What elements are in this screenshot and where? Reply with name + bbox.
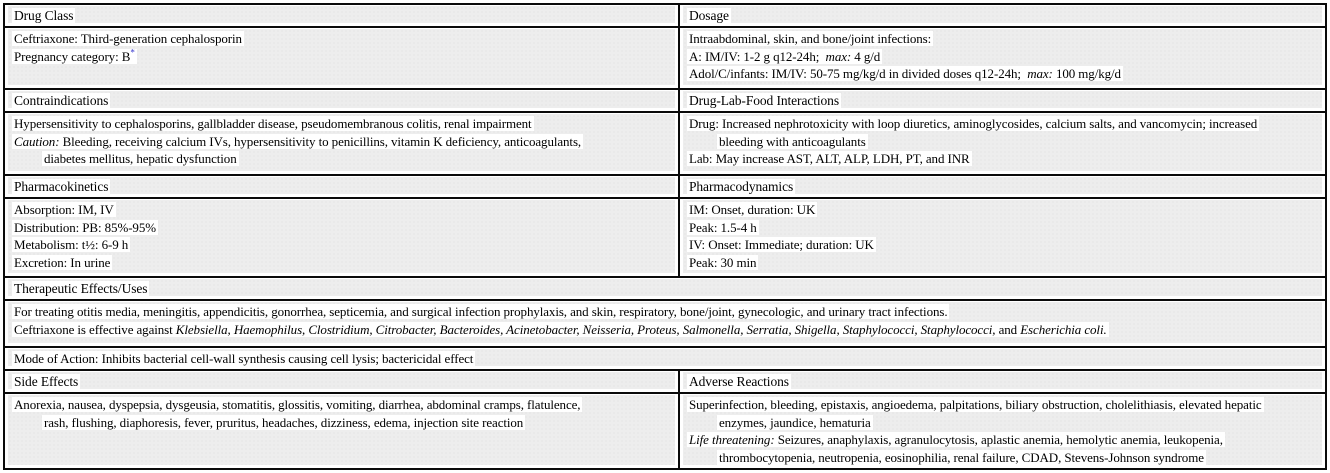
text-line: Absorption: IM, IV (14, 202, 114, 217)
contraindications-content-cell (5, 113, 680, 174)
pharmacodynamics-header-cell (680, 176, 1325, 197)
dosage-content-cell (680, 28, 1325, 88)
text-line: A: IM/IV: 1-2 g q12-24h; max: 4 g/d (689, 48, 881, 64)
contraindications-header-label: Contraindications (14, 93, 109, 108)
side-effects-header-cell (5, 371, 680, 392)
header-row-therapeutic-effects (5, 276, 1325, 299)
content-row-contraindications-interactions (5, 111, 1325, 174)
interactions-header-label: Drug-Lab-Food Interactions (689, 93, 839, 108)
drug-class-header-cell (5, 5, 680, 26)
dosage-header-label: Dosage (689, 8, 729, 23)
therapeutic-effects-content-cell (5, 301, 1325, 346)
text-line: Ceftriaxone is effective against Klebsiella, Haemophilus, Clostridium, Citrobacter, Bacteroides, Acinetobacter, Neisseria, Proteus, Salmonella, Serratia, Shigella, Staphylococci, Staphylococci, and Escherichia coli. (14, 321, 1107, 337)
pharmacodynamics-content-cell (680, 199, 1325, 276)
text-line: Intraabdominal, skin, and bone/joint infections: (689, 31, 932, 46)
therapeutic-effects-header-label: Therapeutic Effects/Uses (14, 281, 148, 296)
text-line: thrombocytopenia, neutropenia, eosinophilia, renal failure, CDAD, Stevens-Johnson syndrome (719, 449, 1204, 465)
dosage-header-cell (680, 5, 1325, 26)
side-effects-content-cell (5, 394, 680, 468)
text-line: Ceftriaxone: Third-generation cephalosporin (14, 31, 242, 46)
text-line: Anorexia, nausea, dyspepsia, dysgeusia, stomatitis, glossitis, vomiting, diarrhea, abdominal cramps, flatulence, (14, 397, 581, 412)
content-row-pk-pd (5, 197, 1325, 276)
text-line: Hypersensitivity to cephalosporins, gallbladder disease, pseudomembranous colitis, renal impairment (14, 116, 532, 131)
text-line: Life threatening: Seizures, anaphylaxis, agranulocytosis, aplastic anemia, hemolytic anemia, leukopenia, (689, 432, 1223, 447)
adverse-reactions-content-cell (680, 394, 1325, 468)
therapeutic-effects-header-cell (5, 278, 1325, 299)
text-line: Distribution: PB: 85%-95% (14, 219, 156, 235)
text-line: diabetes mellitus, hepatic dysfunction (44, 151, 237, 166)
adverse-reactions-header-cell (680, 371, 1325, 392)
text-line: rash, flushing, diaphoresis, fever, pruritus, headaches, dizziness, edema, injection site reaction (44, 414, 524, 430)
mode-of-action-cell (5, 348, 1325, 369)
drug-class-content-cell (5, 28, 680, 88)
pharmacokinetics-content-cell (5, 199, 680, 276)
content-row-side-effects-adverse (5, 392, 1325, 468)
header-row-drug-class-dosage (5, 5, 1325, 26)
text-line: IV: Onset: Immediate; duration: UK (689, 237, 874, 252)
text-line: IM: Onset, duration: UK (689, 202, 816, 217)
text-line: Adol/C/infants: IM/IV: 50-75 mg/kg/d in divided doses q12-24h; max: 100 mg/kg/d (689, 66, 1121, 81)
text-line: Drug: Increased nephrotoxicity with loop diuretics, aminoglycosides, calcium salts, and vancomycin; increased (689, 116, 1258, 131)
text-line: Lab: May increase AST, ALT, ALP, LDH, PT, and INR (689, 151, 970, 166)
adverse-reactions-header-label: Adverse Reactions (689, 374, 789, 389)
text-line: Peak: 1.5-4 h (689, 219, 757, 235)
header-row-pk-pd (5, 174, 1325, 197)
drug-class-header-label: Drug Class (14, 8, 74, 23)
text-line: Mode of Action: Inhibits bacterial cell-wall synthesis causing cell lysis; bactericidal effect (14, 351, 474, 366)
text-line: Peak: 30 min (689, 254, 757, 270)
text-line: Pregnancy category: B* (14, 47, 135, 64)
text-line: bleeding with anticoagulants (719, 133, 866, 149)
contraindications-header-cell (5, 90, 680, 111)
text-line: Caution: Bleeding, receiving calcium IVs, hypersensitivity to penicillins, vitamin K deficiency, anticoagulants, (14, 133, 582, 149)
interactions-header-cell (680, 90, 1325, 111)
content-row-drug-class-dosage (5, 26, 1325, 88)
pharmacokinetics-header-cell (5, 176, 680, 197)
mode-of-action-row (5, 346, 1325, 369)
text-line: Superinfection, bleeding, epistaxis, angioedema, palpitations, biliary obstruction, cholelithiasis, elevated hepatic (689, 397, 1262, 412)
text-line: For treating otitis media, meningitis, appendicitis, gonorrhea, septicemia, and surgical infection prophylaxis, and skin, respiratory, bone/joint, gynecologic, and urinary tract infections. (14, 304, 948, 319)
header-row-side-effects-adverse (5, 369, 1325, 392)
pharmacodynamics-header-label: Pharmacodynamics (689, 179, 794, 194)
text-line: Excretion: In urine (14, 254, 111, 270)
drug-monograph-table (3, 3, 1327, 470)
interactions-content-cell (680, 113, 1325, 174)
pharmacokinetics-header-label: Pharmacokinetics (14, 179, 109, 194)
content-row-therapeutic-effects (5, 299, 1325, 346)
text-line: enzymes, jaundice, hematuria (719, 414, 871, 430)
header-row-contraindications-interactions (5, 88, 1325, 111)
side-effects-header-label: Side Effects (14, 374, 79, 389)
text-line: Metabolism: t½: 6-9 h (14, 237, 129, 252)
